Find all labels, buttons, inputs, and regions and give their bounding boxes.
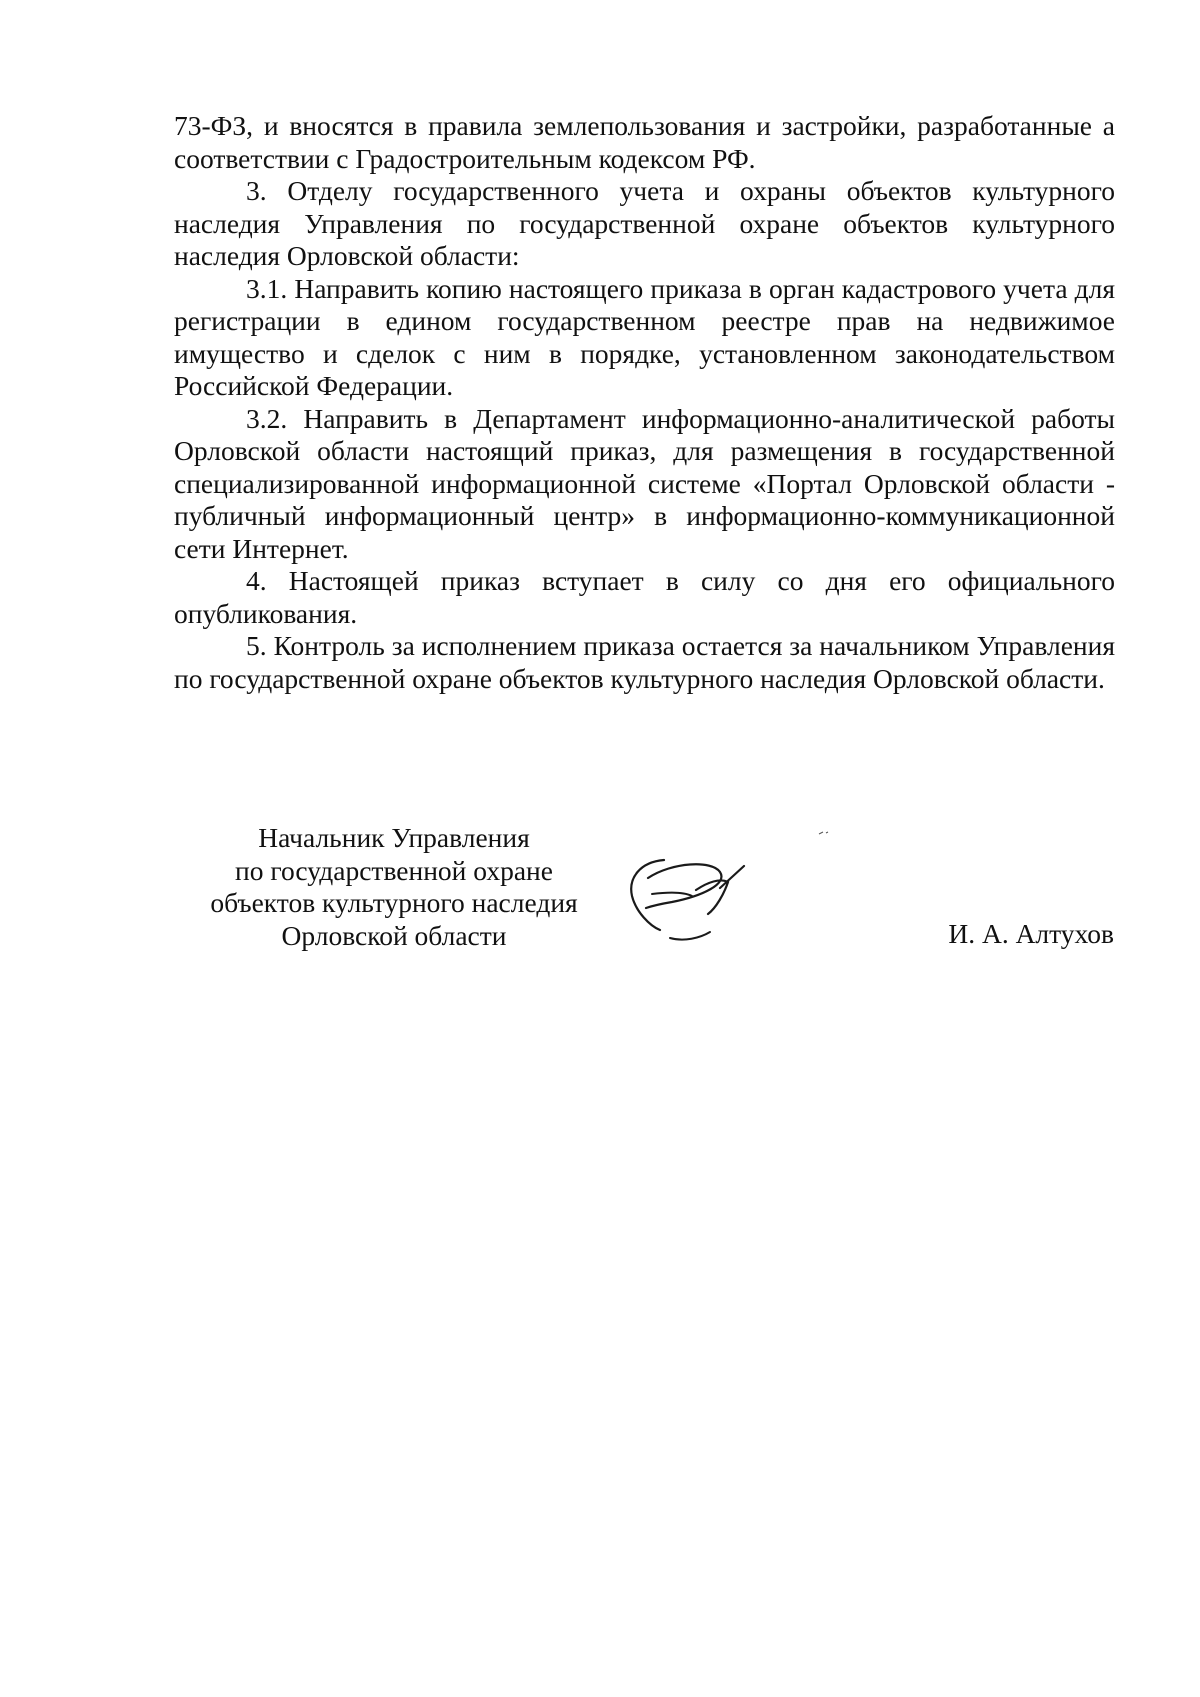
paragraph-continuation: 73-ФЗ, и вносятся в правила землепользования и застройки, разработанные а соответствии с Градостроительным кодексом РФ.	[174, 110, 1115, 174]
scan-mark	[818, 830, 830, 836]
paragraph-item-4: 4. Настоящей приказ вступает в силу со дня его официального опубликования.	[174, 565, 1115, 629]
signer-name: И. А. Алтухов	[948, 918, 1114, 949]
signer-title-line: Начальник Управления	[258, 822, 530, 853]
signer-title-line: объектов культурного наследия	[210, 887, 578, 918]
signer-title-block	[184, 822, 604, 952]
paragraph-item-5: 5. Контроль за исполнением приказа остается за начальником Управления по государственной охране объектов культурного наследия Орловской области.	[174, 630, 1115, 694]
paragraph-item-3-1: 3.1. Направить копию настоящего приказа в орган кадастрового учета для регистрации в едином государственном реестре прав на недвижимое имущество и сделок с ним в порядке, установленном законодательством Российской Федерации.	[174, 272, 1115, 401]
paragraph-item-3-2: 3.2. Направить в Департамент информационно-аналитической работы Орловской области настоящий приказ, для размещения в государственной специализированной информационной системе «Портал Орловской области - публичный информационный центр» в информационно-коммуникационной сети Интернет.	[174, 402, 1115, 564]
paragraph-item-3: 3. Отделу государственного учета и охраны объектов культурного наследия Управления по государственной охране объектов культурного наследия Орловской области:	[174, 175, 1115, 271]
signer-title-line: по государственной охране	[235, 854, 553, 886]
document-body	[174, 110, 1115, 695]
handwritten-signature	[612, 838, 792, 958]
signer-title-line: Орловской области	[281, 919, 507, 951]
